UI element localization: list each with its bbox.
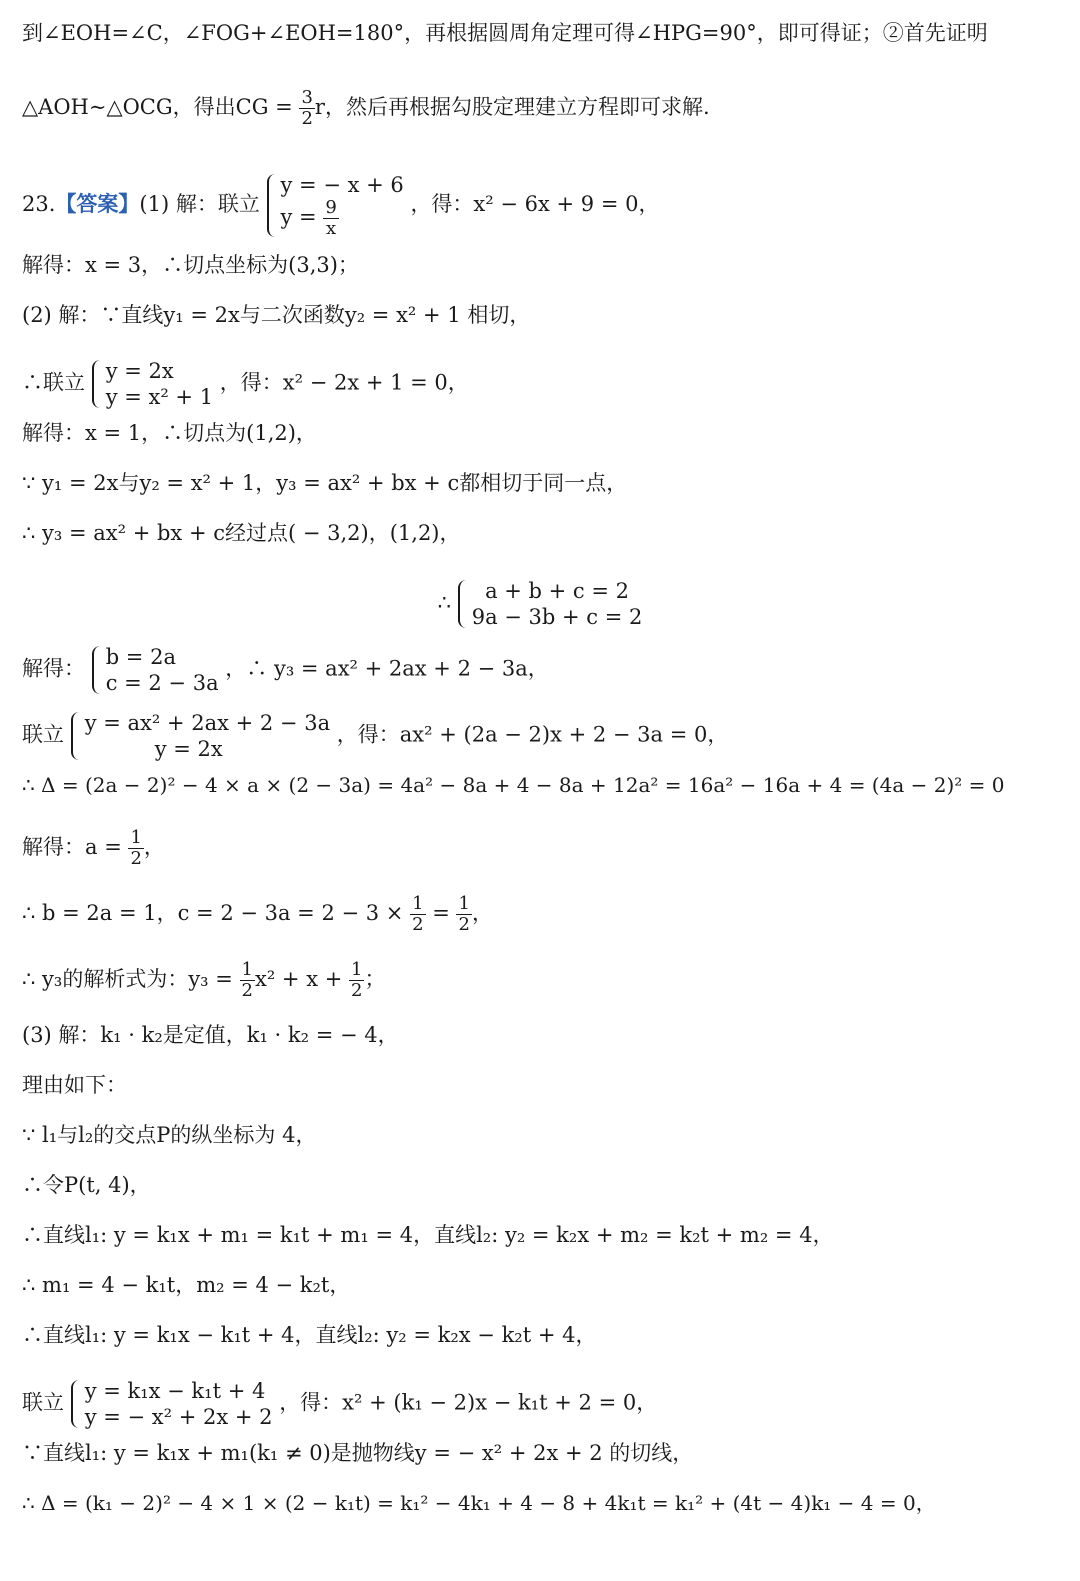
line-text: ∴ y₃ = ax² + bx + c经过点( − 3,2)，(1,2)， bbox=[22, 521, 461, 545]
line-text: 理由如下： bbox=[22, 1073, 127, 1097]
numerator: 9 bbox=[325, 197, 337, 218]
fraction bbox=[410, 894, 425, 935]
text-line bbox=[22, 1320, 596, 1350]
text-line bbox=[22, 1020, 399, 1050]
fraction bbox=[349, 960, 364, 1001]
line-text: ，得：x² + (k₁ − 2)x − k₁t + 2 = 0， bbox=[279, 1390, 658, 1415]
text-line bbox=[22, 959, 386, 1001]
answer-23-line bbox=[22, 172, 660, 239]
numerator: 1 bbox=[351, 959, 363, 980]
line-text: = bbox=[425, 901, 457, 925]
text-line bbox=[22, 1378, 658, 1429]
line-text: 联立 bbox=[22, 722, 64, 747]
line-text: ∴联立 bbox=[22, 370, 85, 395]
brace-icon bbox=[92, 360, 104, 408]
text-line bbox=[0, 578, 1080, 629]
equation-system bbox=[92, 644, 219, 696]
line-text: ∵ y₁ = 2x与y₂ = x² + 1，y₃ = ax² + bx + c都相切于同一点， bbox=[22, 471, 628, 495]
text-line bbox=[22, 1220, 834, 1250]
line-text: 解得：x = 3，∴切点坐标为(3,3)； bbox=[22, 253, 359, 277]
line-text: ； bbox=[364, 967, 386, 991]
line-text: ，∴ y₃ = ax² + 2ax + 2 − 3a， bbox=[225, 656, 549, 681]
text-line bbox=[22, 1488, 936, 1518]
numerator: 1 bbox=[130, 827, 142, 848]
system-row: y = − x² + 2x + 2 bbox=[84, 1405, 273, 1429]
line-text: ∴直线l₁: y = k₁x − k₁t + 4，直线l₂: y₂ = k₂x − k₂t + 4， bbox=[22, 1323, 597, 1347]
line-text: 联立 bbox=[22, 1390, 64, 1415]
line-text: ∵直线l₁: y = k₁x + m₁(k₁ ≠ 0)是抛物线y = − x² + 2x + 2 的切线， bbox=[22, 1441, 694, 1465]
equation-system bbox=[71, 1378, 273, 1430]
brace-icon bbox=[71, 712, 83, 760]
brace-icon bbox=[267, 174, 279, 237]
equation-system bbox=[458, 578, 643, 630]
line-text: ∴ m₁ = 4 − k₁t，m₂ = 4 − k₂t， bbox=[22, 1273, 351, 1297]
denominator: 2 bbox=[301, 108, 313, 129]
system-row: y = 2x bbox=[154, 737, 223, 761]
denominator: x bbox=[325, 218, 337, 239]
text-line bbox=[22, 358, 469, 409]
denominator: 2 bbox=[241, 980, 253, 1001]
text-line bbox=[22, 1170, 151, 1200]
denominator: 2 bbox=[412, 914, 424, 935]
question-number: 23. bbox=[22, 192, 56, 216]
text-line bbox=[22, 250, 359, 280]
line-text: ∴ bbox=[437, 590, 452, 615]
brace-icon bbox=[92, 646, 104, 694]
line-text: ∴ Δ = (k₁ − 2)² − 4 × 1 × (2 − k₁t) = k₁² − 4k₁ + 4 − 8 + 4k₁t = k₁² + (4t − 4)k₁ − 4 = 0， bbox=[22, 1491, 936, 1515]
line-text: ∴ Δ = (2a − 2)² − 4 × a × (2 − 3a) = 4a² − 8a + 4 − 8a + 12a² = 16a² − 16a + 4 = (4a − 2)² = 0 bbox=[22, 773, 1005, 797]
line-text: ， bbox=[471, 901, 493, 925]
line-text: 解得： bbox=[22, 656, 85, 681]
system-row: y = x² + 1 bbox=[105, 385, 214, 409]
system-row: y = ax² + 2ax + 2 − 3a bbox=[84, 711, 331, 735]
system-row: a + b + c = 2 bbox=[485, 579, 629, 603]
line-text: 解得：x = 1，∴切点为(1,2)， bbox=[22, 421, 317, 445]
text-line bbox=[22, 1270, 350, 1300]
line-text: ，得：x² − 2x + 1 = 0， bbox=[219, 370, 469, 395]
text-line bbox=[22, 468, 627, 498]
line-text: ∴ y₃的解析式为：y₃ = bbox=[22, 967, 240, 991]
equation-system bbox=[267, 172, 404, 239]
line-text: ，得：ax² + (2a − 2)x + 2 − 3a = 0， bbox=[336, 722, 729, 747]
system-row: y = 2x bbox=[105, 359, 174, 383]
system-row: y = k₁x − k₁t + 4 bbox=[84, 1379, 266, 1403]
line-text: ∴ b = 2a = 1，c = 2 − 3a = 2 − 3 × bbox=[22, 901, 411, 925]
numerator: 3 bbox=[301, 87, 313, 108]
brace-icon bbox=[71, 1380, 83, 1428]
denominator: 2 bbox=[351, 980, 363, 1001]
fraction bbox=[323, 198, 338, 239]
line-text: ∴直线l₁: y = k₁x + m₁ = k₁t + m₁ = 4，直线l₂: y₂ = k₂x + m₂ = k₂t + m₂ = 4， bbox=[22, 1223, 834, 1247]
line-text: ，得：x² − 6x + 9 = 0， bbox=[410, 192, 660, 216]
system-row-text: y = bbox=[280, 205, 324, 229]
answer-tag: 【答案】 bbox=[55, 191, 140, 216]
line-text: 到∠EOH=∠C，∠FOG+∠EOH=180°，再根据圆周角定理可得∠HPG=90°，即可得证；②首先证明 bbox=[22, 21, 988, 45]
numerator: 1 bbox=[412, 893, 424, 914]
equation-system bbox=[92, 358, 213, 410]
equation-system bbox=[71, 710, 330, 762]
brace-icon bbox=[458, 580, 470, 628]
text-line bbox=[22, 1120, 316, 1150]
text-line bbox=[22, 1070, 127, 1100]
line-text: ∵ l₁与l₂的交点P的纵坐标为 4， bbox=[22, 1123, 317, 1147]
denominator: 2 bbox=[458, 914, 470, 935]
system-row: b = 2a bbox=[105, 645, 176, 669]
line-text: ， bbox=[143, 835, 165, 859]
text-line bbox=[22, 1438, 693, 1468]
system-row bbox=[281, 198, 404, 239]
text-line bbox=[22, 418, 317, 448]
line-text: (1) 解：联立 bbox=[139, 192, 260, 216]
text-line bbox=[22, 300, 530, 330]
system-row: 9a − 3b + c = 2 bbox=[471, 605, 643, 629]
line-text: (2) 解：∵直线y₁ = 2x与二次函数y₂ = x² + 1 相切， bbox=[22, 303, 531, 327]
numerator: 1 bbox=[241, 959, 253, 980]
fraction bbox=[456, 894, 471, 935]
fraction bbox=[299, 88, 314, 129]
fraction bbox=[128, 828, 143, 869]
line-text: △AOH∼△OCG，得出CG = bbox=[22, 95, 300, 119]
text-line bbox=[22, 827, 165, 869]
line-text: ∴令P(t, 4)， bbox=[22, 1173, 151, 1197]
text-line bbox=[22, 18, 988, 48]
line-text: 解得：a = bbox=[22, 835, 129, 859]
text-line bbox=[22, 893, 493, 935]
fraction bbox=[240, 960, 255, 1001]
text-line bbox=[22, 518, 461, 548]
system-row: y = − x + 6 bbox=[280, 173, 404, 197]
text-line bbox=[22, 644, 549, 695]
text-line bbox=[22, 87, 710, 129]
line-text: x² + x + bbox=[255, 967, 349, 991]
numerator: 1 bbox=[458, 893, 470, 914]
text-line bbox=[22, 770, 1004, 800]
line-text: r，然后再根据勾股定理建立方程即可求解. bbox=[314, 95, 710, 119]
text-line bbox=[22, 710, 729, 761]
line-text: (3) 解：k₁ · k₂是定值，k₁ · k₂ = − 4， bbox=[22, 1023, 399, 1047]
system-row: c = 2 − 3a bbox=[105, 671, 219, 695]
denominator: 2 bbox=[130, 848, 142, 869]
